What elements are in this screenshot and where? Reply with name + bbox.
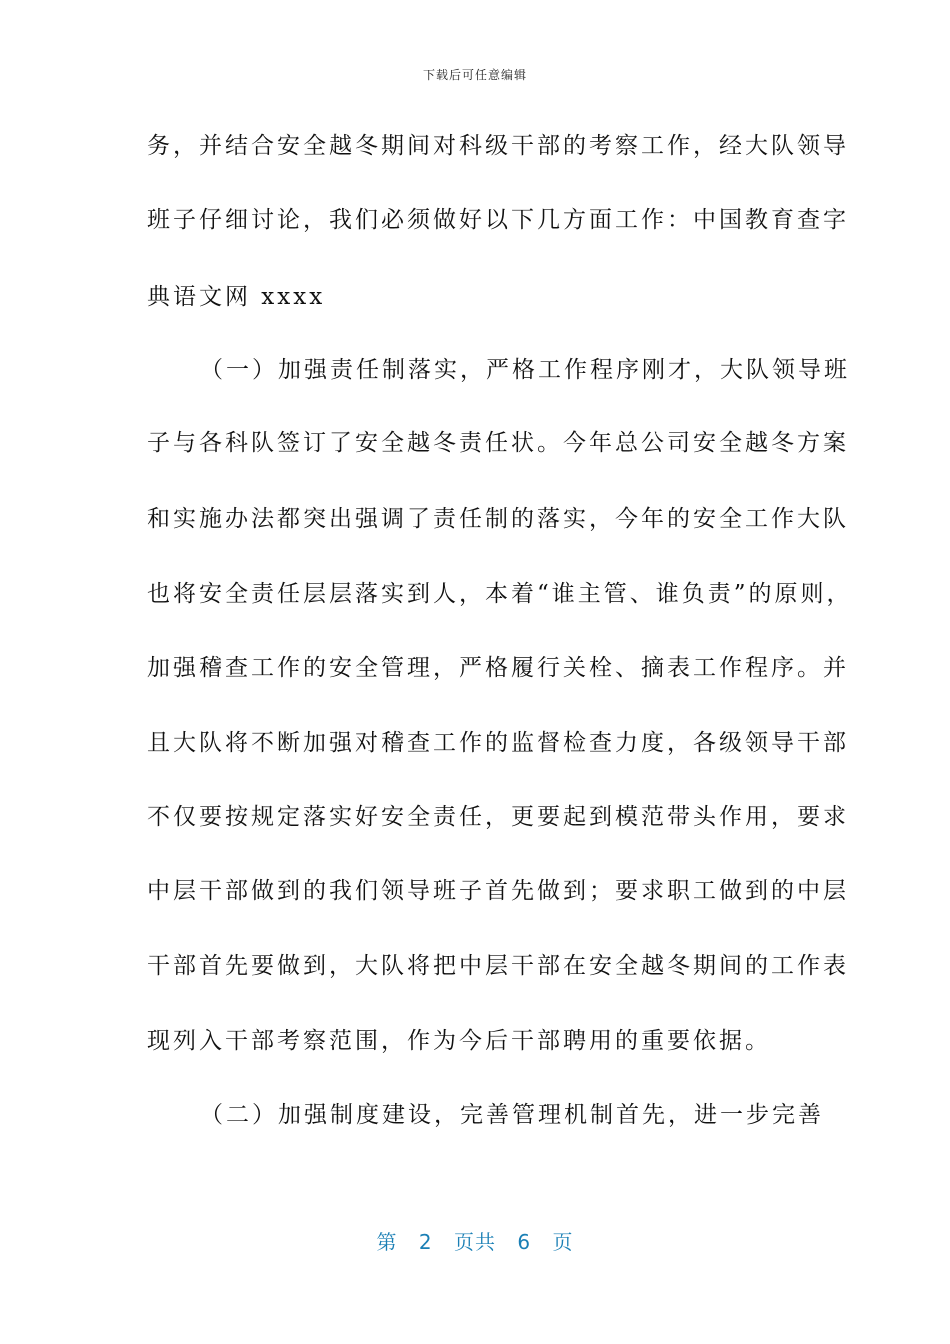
page-label-suffix: 页: [552, 1230, 574, 1254]
page-label-prefix: 第: [376, 1230, 398, 1254]
page-footer: [0, 1226, 950, 1255]
current-page-number: 2: [418, 1230, 433, 1254]
text-line: 典语文网 xxxx: [147, 284, 326, 310]
text-line: 现列入干部考察范围，作为今后干部聘用的重要依据。: [147, 1028, 771, 1054]
text-line: 务，并结合安全越冬期间对科级干部的考察工作，经大队领导: [147, 133, 849, 159]
text-line: 且大队将不断加强对稽查工作的监督检查力度，各级领导干部: [147, 730, 849, 756]
text-line: 加强稽查工作的安全管理，严格履行关栓、摘表工作程序。并: [147, 655, 849, 681]
text-line: 中层干部做到的我们领导班子首先做到；要求职工做到的中层: [147, 878, 849, 904]
text-line: 不仅要按规定落实好安全责任，更要起到模范带头作用，要求: [147, 804, 849, 830]
text-line: 也将安全责任层层落实到人，本着“谁主管、谁负责”的原则，: [147, 581, 853, 607]
paragraph-heading: （二）加强制度建设，完善管理机制首先，进一步完善: [200, 1102, 824, 1128]
text-line: 干部首先要做到，大队将把中层干部在安全越冬期间的工作表: [147, 953, 849, 979]
text-line: 班子仔细讨论，我们必须做好以下几方面工作：中国教育查字: [147, 207, 849, 233]
page-label-mid: 页共: [454, 1230, 496, 1254]
paragraph-heading: （一）加强责任制落实，严格工作程序刚才，大队领导班: [200, 357, 850, 383]
header-note: 下载后可任意编辑: [422, 68, 527, 82]
text-line: 子与各科队签订了安全越冬责任状。今年总公司安全越冬方案: [147, 430, 849, 456]
total-pages-number: 6: [517, 1230, 532, 1254]
text-line: 和实施办法都突出强调了责任制的落实，今年的安全工作大队: [147, 506, 849, 532]
